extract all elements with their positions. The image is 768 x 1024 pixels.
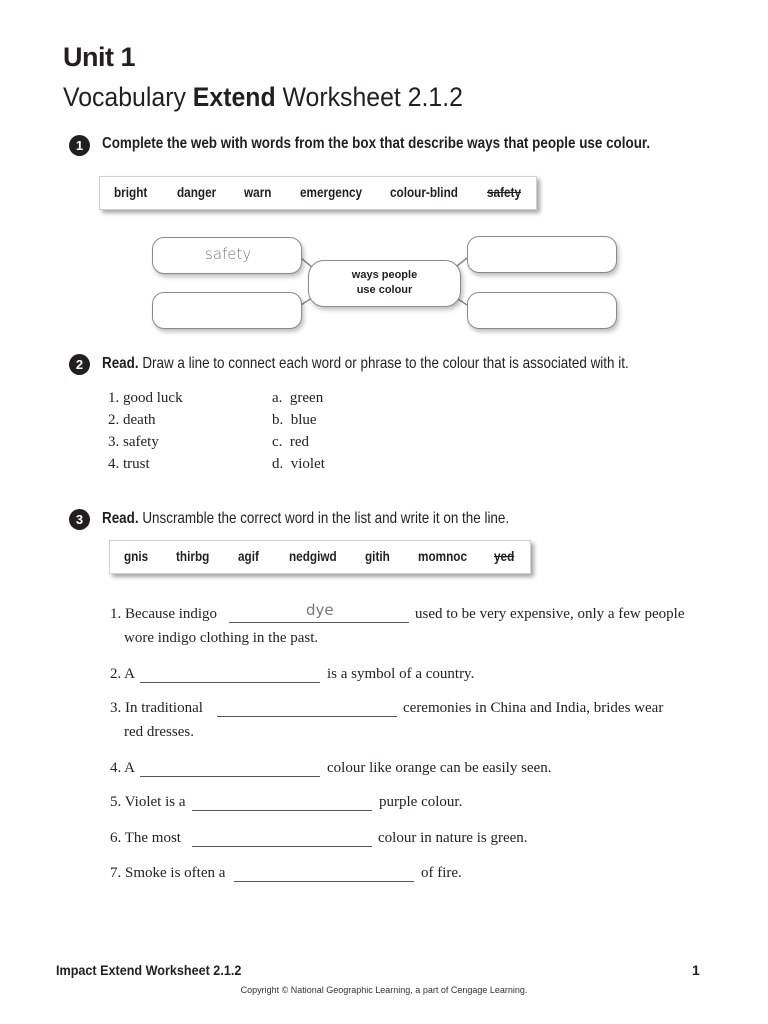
match-word-2: 2. death (108, 412, 156, 428)
sentence-6-blank[interactable] (192, 846, 372, 847)
title-prefix: Vocabulary (63, 82, 193, 112)
sentence-4-blank[interactable] (140, 776, 320, 777)
footer-title: Impact Extend Worksheet 2.1.2 (56, 962, 242, 978)
match-colour-a: a. green (272, 390, 324, 406)
scrambled-gnis: gnis (124, 548, 149, 564)
sentence-1-before: 1. Because indigo (110, 606, 218, 622)
word-danger: danger (177, 184, 217, 200)
exercise-1-number: 1 (69, 135, 90, 156)
web-center-line-2: use colour (356, 284, 413, 296)
sentence-1-blank[interactable] (229, 622, 409, 623)
sentence-2-blank[interactable] (140, 682, 320, 683)
sentence-2-before: 2. A (110, 666, 136, 682)
sentence-2-after: is a symbol of a country. (327, 666, 475, 682)
word-warn: warn (244, 184, 272, 200)
exercise-3-read-label: Read. (102, 510, 139, 527)
sentence-7-blank[interactable] (234, 881, 414, 882)
match-word-3: 3. safety (108, 434, 159, 450)
sentence-4-before: 4. A (110, 760, 136, 776)
match-colour-b: b. blue (272, 412, 317, 428)
sentence-5-blank[interactable] (192, 810, 372, 811)
sentence-7-before: 7. Smoke is often a (110, 865, 226, 881)
match-word-4: 4. trust (108, 456, 150, 472)
exercise-2-number: 2 (69, 354, 90, 375)
word-colour-blind: colour-blind (390, 184, 458, 200)
sentence-1-after: used to be very expensive, only a few people (415, 606, 685, 622)
scrambled-agif: agif (238, 548, 259, 564)
sentence-5-after: purple colour. (379, 794, 463, 810)
exercise-3-number: 3 (69, 509, 90, 530)
scrambled-momnoc: momnoc (418, 548, 468, 564)
exercise-3-instruction (102, 510, 509, 528)
sentence-3-after: ceremonies in China and India, brides wear (403, 700, 664, 716)
word-safety-crossed: safety (487, 184, 521, 200)
copyright-notice: Copyright © National Geographic Learning, a part of Cengage Learning. (240, 985, 528, 995)
sentence-4-after: colour like orange can be easily seen. (327, 760, 552, 776)
scrambled-gitih: gitih (365, 548, 390, 564)
web-center (308, 260, 461, 307)
match-colour-c: c. red (272, 434, 310, 450)
exercise-1-instruction: Complete the web with words from the box that describe ways that people use colour. (102, 135, 651, 152)
web-bubble-top-left[interactable] (152, 237, 302, 274)
sentence-6-before: 6. The most (110, 830, 181, 846)
scrambled-yed-crossed: yed (494, 548, 515, 564)
web-answer-safety: safety (205, 245, 252, 263)
sentence-1-line-2: wore indigo clothing in the past. (124, 630, 319, 646)
unit-label: Unit 1 (63, 42, 136, 72)
scrambled-nedgiwd: nedgiwd (289, 548, 337, 564)
sentence-1-answer: dye (306, 601, 334, 619)
exercise-3-word-box (109, 540, 531, 574)
exercise-2-instruction-text: Draw a line to connect each word or phrase to the colour that is associated with it. (138, 355, 629, 372)
sentence-3-blank[interactable] (217, 716, 397, 717)
title-suffix: Worksheet 2.1.2 (275, 82, 463, 112)
title-bold: Extend (192, 82, 276, 112)
web-center-line-1: ways people (351, 269, 418, 281)
scrambled-thirbg: thirbg (176, 548, 210, 564)
sentence-5-before: 5. Violet is a (110, 794, 186, 810)
match-colour-d: d. violet (272, 456, 325, 472)
web-bubble-top-right[interactable] (467, 236, 617, 273)
web-bubble-bottom-right[interactable] (467, 292, 617, 329)
web-bubble-bottom-left[interactable] (152, 292, 302, 329)
sentence-3-line-2: red dresses. (124, 724, 194, 740)
word-emergency: emergency (300, 184, 363, 200)
sentence-3-before: 3. In traditional (110, 700, 203, 716)
exercise-3-instruction-text: Unscramble the correct word in the list and write it on the line. (138, 510, 510, 527)
word-bright: bright (114, 184, 148, 200)
sentence-7-after: of fire. (421, 865, 462, 881)
page-number: 1 (692, 962, 700, 978)
match-word-1: 1. good luck (108, 390, 183, 406)
sentence-6-after: colour in nature is green. (378, 830, 528, 846)
exercise-2-instruction (102, 355, 629, 373)
exercise-2-read-label: Read. (102, 355, 139, 372)
